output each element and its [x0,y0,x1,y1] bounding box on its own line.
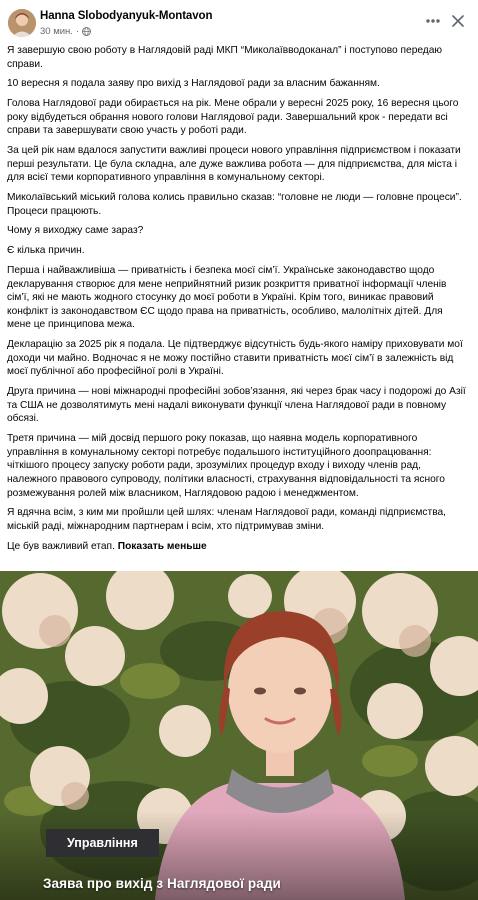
paragraph: Третя причина — мій досвід першого року показав, що наявна модель корпоративного управління в комунальному секторі потребує подальшого інституційного доопрацювання: чіткішого процесу запуску роботи ради, зрозумілих процедур входу і виходу членів рад, належного правового супроводу, політики власності, страхування відповідальності та ясного розмежування ролей між власником, Наглядовою радою і менеджментом. [7,433,445,499]
paragraph: Я вдячна всім, з ким ми пройшли цей шлях: членам Наглядової ради, команді підприємства, міській раді, міжнародним партнерам і всім, хто підтримував зміни. [7,507,446,532]
meta-separator: · [75,26,80,37]
paragraph: Друга причина — нові міжнародні професійні зобов’язання, які через брак часу і подорожі до Азії та США не дозволятимуть мені надалі виконувати функції члена Наглядової ради в повному обсязі. [7,386,466,425]
post-time[interactable]: 30 мин. [40,26,73,37]
paragraph: Чому я виходжу саме зараз? [7,225,144,237]
post-meta [40,26,91,37]
last-paragraph [7,540,468,554]
paragraph: За цей рік нам вдалося запустити важливі процеси нового управління підприємством і показати перші результати. Це була складна, але дуже важлива робота — для підприємства, для міста і для всієї теми корпоративного управління в комунальному секторі. [7,145,461,184]
paragraph: Голова Наглядової ради обирається на рік. Мене обрали у вересні 2025 року, 16 вересня цього року відбудеться обрання нового голови Наглядової ради. Завершальний крок - передати всі справи та завершувати свою участь у роботі ради. [7,98,459,137]
more-dots-icon [426,19,440,23]
paragraph: 10 вересня я подала заяву про вихід з Наглядової ради за власним бажанням. [7,78,380,90]
image-caption: Заява про вихід з Наглядової ради [43,876,281,891]
paragraph: Декларацію за 2025 рік я подала. Це підтверджує відсутність будь-якого наміру приховувати мої доходи чи майно. Водночас я не можу постійно ставити приватність моєї сім’ї в залежність від моєї публічної або професійної ролі в Україні. [7,339,463,378]
last-line: Це був важливий етап. [7,540,115,552]
paragraph: Миколаївський міський голова колись правильно сказав: “головне не люди — головне процеси”. Процеси працюють. [7,192,462,217]
post-header [0,0,478,44]
avatar-photo [8,9,36,37]
paragraph: Є кілька причин. [7,245,85,257]
author-name[interactable]: Hanna Slobodyanyuk-Montavon [40,10,213,22]
avatar[interactable] [8,9,36,37]
paragraph: Перша і найважливіша — приватність і безпека моєї сім’ї. Українське законодавство щодо декларування створює для мене неприйнятний ризик розкриття приватної інформації членів сім’ї, які не мають жодного стосунку до моєї роботи в Україні. Крім того, виникає правовий конфлікт із законодавством ЄС щодо права на приватність, особливо, малолітніх дітей. Для мене це принципова межа. [7,265,447,331]
image-tag-label: Управління [46,829,159,857]
post-text [0,44,478,553]
post-image[interactable] [0,571,478,900]
see-less-link[interactable]: Показать меньше [117,540,207,552]
paragraph: Я завершую свою роботу в Наглядовій раді МКП “Миколаївводоканал” і поступово передаю справи. [7,45,443,70]
close-button[interactable] [447,10,469,32]
close-icon [452,15,464,27]
globe-icon[interactable] [82,27,91,36]
more-options-button[interactable] [422,10,444,32]
